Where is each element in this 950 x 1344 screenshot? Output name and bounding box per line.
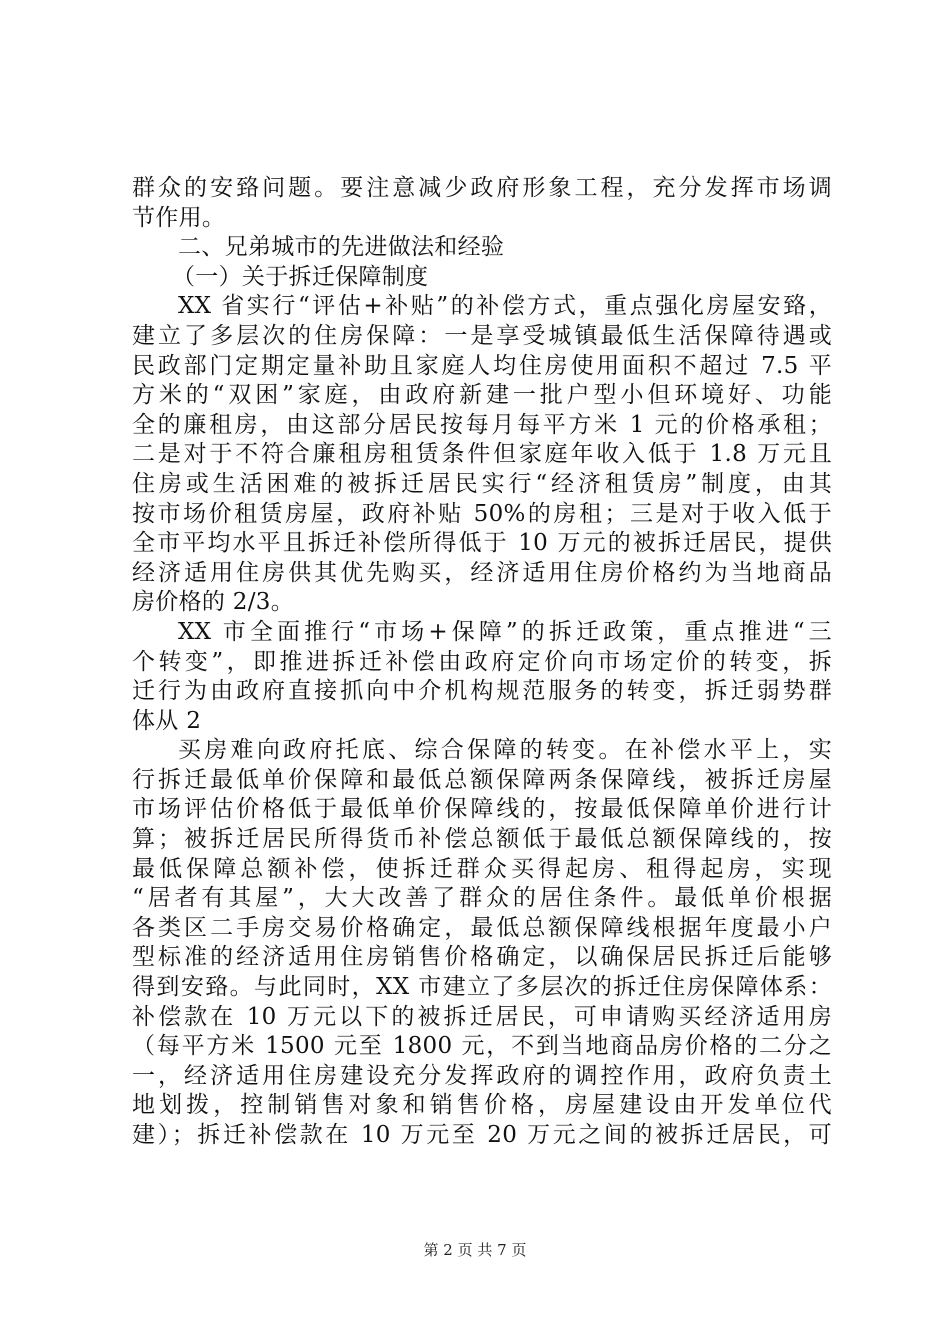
text-line: 一，经济适用住房建设充分发挥政府的调控作用，政府负责土 [132, 1062, 832, 1089]
text-line: 补偿款在 10 万元以下的被拆迁居民，可申请购买经济适用房 [132, 1003, 832, 1030]
text-line: 按市场价租赁房屋，政府补贴 50%的房租；三是对于收入低于 [132, 500, 832, 527]
text-line: 全市平均水平且拆迁补偿所得低于 10 万元的被拆迁居民，提供 [132, 530, 832, 557]
section-heading: 二、兄弟城市的先进做法和经验 [178, 234, 505, 261]
text-line: 建）；拆迁补偿款在 10 万元至 20 万元之间的被拆迁居民，可 [132, 1122, 832, 1148]
text-line: XX 省实行“评估+补贴”的补偿方式，重点强化房屋安臵， [178, 293, 832, 320]
text-line: 地划拨，控制销售对象和销售价格，房屋建设由开发单位代 [132, 1092, 832, 1119]
text-line: 最低保障总额补偿，使拆迁群众买得起房、租得起房，实现 [132, 855, 832, 882]
text-line: 迁行为由政府直接抓向中介机构规范服务的转变，拆迁弱势群 [132, 678, 832, 705]
text-line: 行拆迁最低单价保障和最低总额保障两条保障线，被拆迁房屋 [132, 766, 832, 793]
text-line: XX 市全面推行“市场+保障”的拆迁政策，重点推进“三 [178, 618, 832, 645]
text-line: 民政部门定期定量补助且家庭人均住房使用面积不超过 7.5 平 [132, 352, 832, 379]
text-line: 体从 2 [132, 707, 202, 734]
text-line: 房价格的 2/3。 [132, 589, 295, 616]
text-line: 节作用。 [132, 204, 226, 231]
text-line: 方米的“双困”家庭，由政府新建一批户型小但环境好、功能 [132, 382, 832, 409]
text-line: 住房或生活困难的被拆迁居民实行“经济租赁房”制度，由其 [132, 470, 832, 497]
text-line: 全的廉租房，由这部分居民按每月每平方米 1 元的价格承租； [132, 411, 832, 438]
text-line: 算；被拆迁居民所得货币补偿总额低于最低总额保障线的，按 [132, 826, 832, 853]
page-number-footer: 第 2 页 共 7 页 [423, 1241, 527, 1259]
text-line: 经济适用住房供其优先购买，经济适用住房价格约为当地商品 [132, 559, 832, 586]
text-line: 市场评估价格低于最低单价保障线的，按最低保障单价进行计 [132, 796, 832, 823]
text-line: 个转变”，即推进拆迁补偿由政府定价向市场定价的转变，拆 [132, 648, 832, 675]
text-line: 建立了多层次的住房保障：一是享受城镇最低生活保障待遇或 [132, 322, 832, 349]
text-line: 群众的安臵问题。要注意减少政府形象工程，充分发挥市场调 [132, 175, 832, 201]
text-line: 得到安臵。与此同时，XX 市建立了多层次的拆迁住房保障体系： [132, 974, 832, 1001]
text-line: “居者有其屋”，大大改善了群众的居住条件。最低单价根据 [132, 885, 832, 912]
text-line: （每平方米 1500 元至 1800 元，不到当地商品房价格的二分之 [132, 1033, 832, 1060]
text-line: 买房难向政府托底、综合保障的转变。在补偿水平上，实 [178, 737, 832, 764]
text-line: 各类区二手房交易价格确定，最低总额保障线根据年度最小户 [132, 914, 832, 941]
text-line: 型标准的经济适用住房销售价格确定，以确保居民拆迁后能够 [132, 944, 832, 971]
text-line: 二是对于不符合廉租房租赁条件但家庭年收入低于 1.8 万元且 [132, 441, 832, 468]
document-body [132, 174, 832, 1151]
subsection-heading: （一）关于拆迁保障制度 [172, 263, 429, 290]
